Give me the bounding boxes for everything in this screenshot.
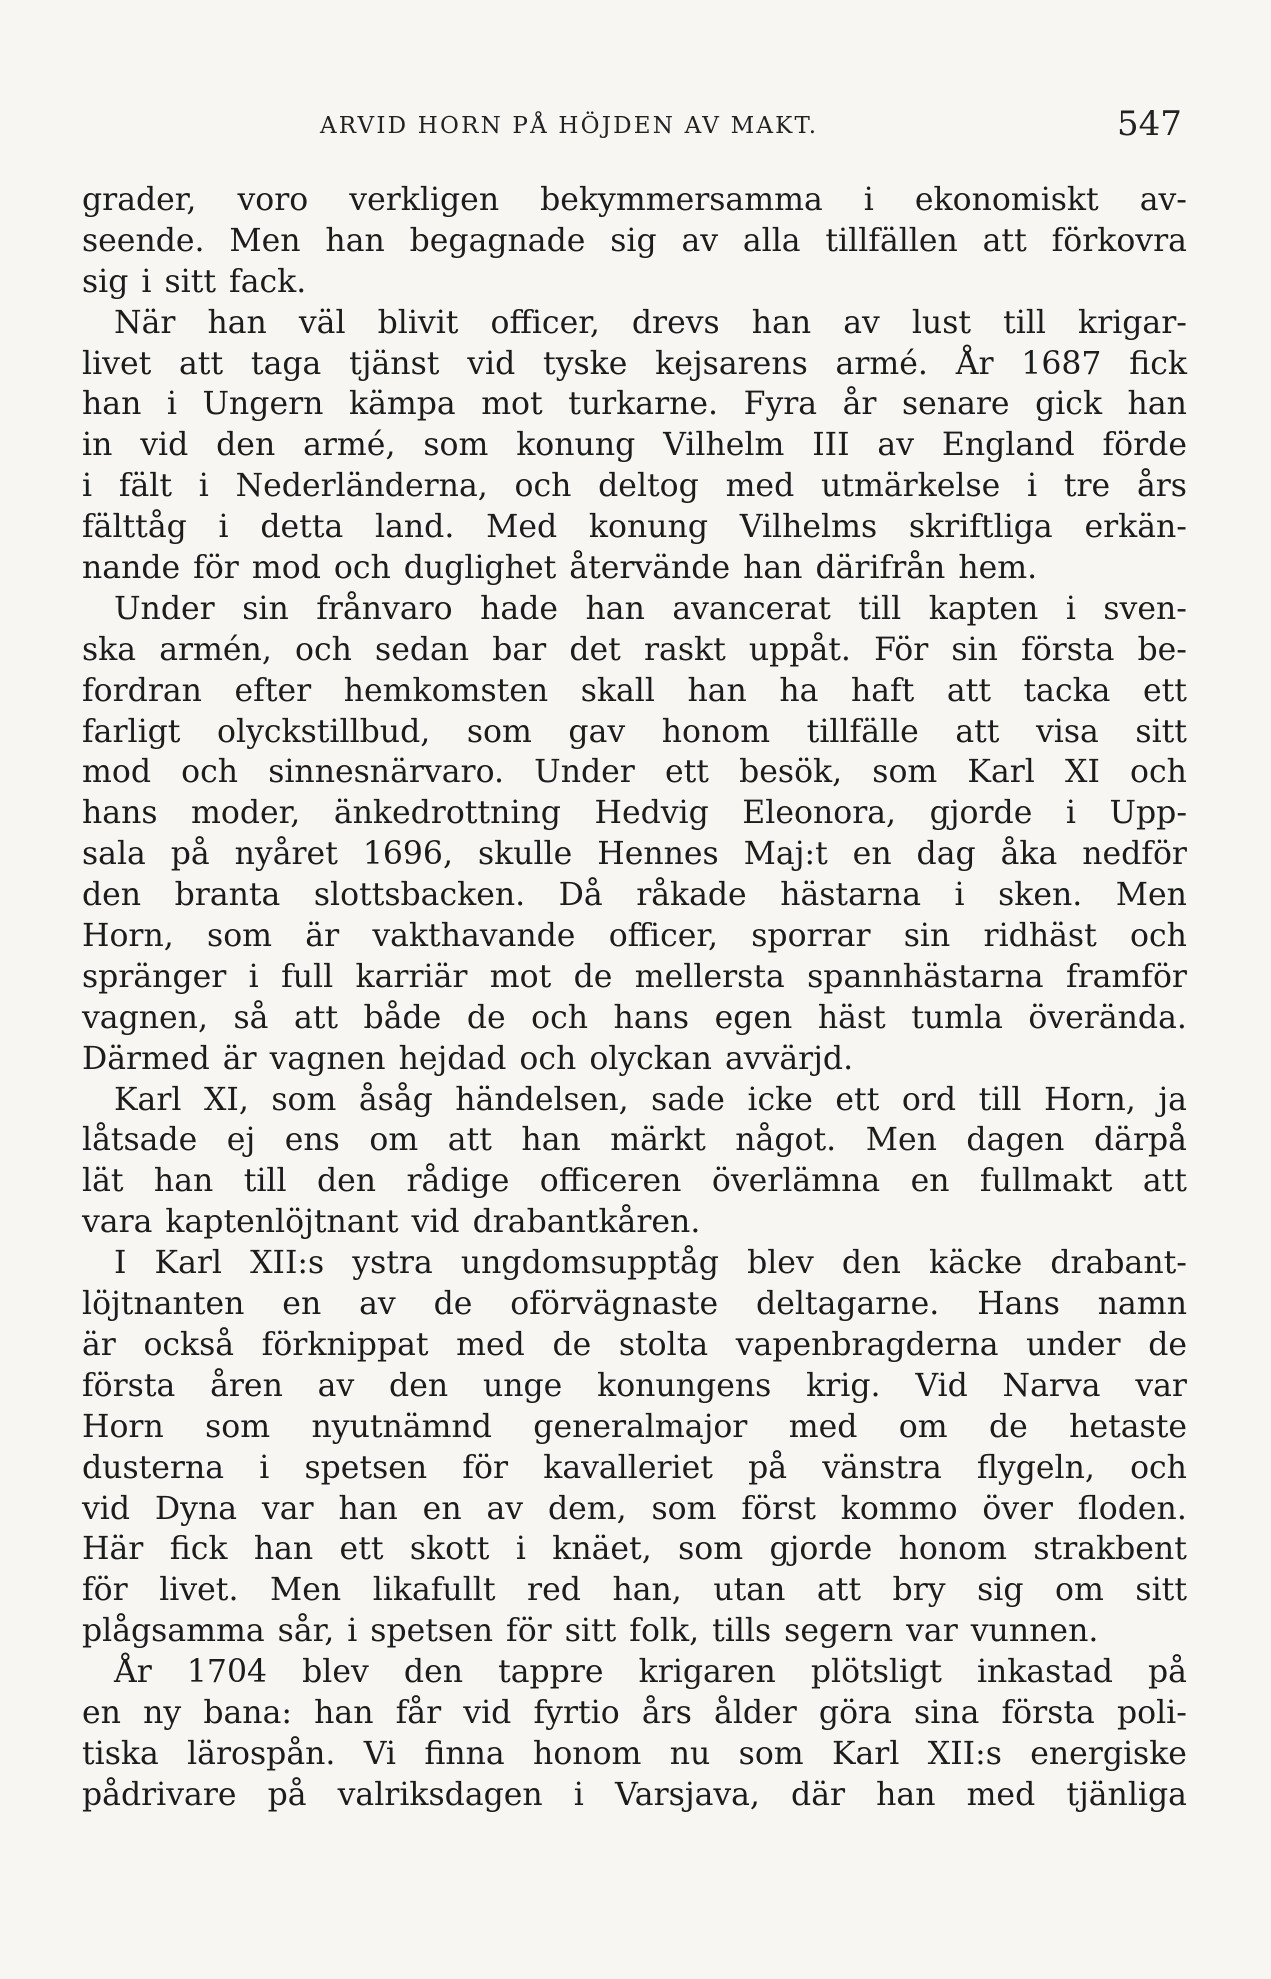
text-line: livet att taga tjänst vid tyske kejsarens armé. År 1687 fick (82, 345, 1187, 382)
page-number: 547 (1117, 104, 1182, 144)
text-line: i fält i Nederländerna, och deltog med utmärkelse i tre års (82, 468, 1187, 505)
body-text (82, 180, 1187, 1816)
text-line: grader, voro verkligen bekymmersamma i ekonomiskt av- (82, 182, 1187, 218)
text-line: farligt olyckstillbud, som gav honom tillfälle att visa sitt (82, 713, 1187, 750)
text-line: I Karl XII:s ystra ungdomsupptåg blev den käcke drabant- (114, 1245, 1187, 1282)
text-line: fordran efter hemkomsten skall han ha haft att tacka ett (82, 672, 1187, 709)
text-line: Horn som nyutnämnd generalmajor med om de hetaste (82, 1408, 1187, 1445)
text-line: den branta slottsbacken. Då råkade hästarna i sken. Men (82, 877, 1187, 914)
text-line: han i Ungern kämpa mot turkarne. Fyra år senare gick han (82, 386, 1187, 423)
text-line: löjtnanten en av de oförvägnaste deltagarne. Hans namn (82, 1286, 1187, 1323)
text-line: ska armén, och sedan bar det raskt uppåt. För sin första be- (82, 631, 1187, 668)
text-line: Horn, som är vakthavande officer, sporrar sin ridhäst och (82, 918, 1187, 955)
text-line: lät han till den rådige officeren överlämna en fullmakt att (82, 1163, 1187, 1200)
text-line: nande för mod och duglighet återvände han därifrån hem. (82, 550, 1038, 587)
text-line: Därmed är vagnen hejdad och olyckan avvärjd. (82, 1040, 854, 1077)
text-line: in vid den armé, som konung Vilhelm III av England förde (82, 427, 1187, 464)
text-line: tiska lärospån. Vi finna honom nu som Karl XII:s energiske (82, 1735, 1187, 1772)
text-line: sig i sitt fack. (82, 263, 307, 300)
text-line: mod och sinnesnärvaro. Under ett besök, som Karl XI och (82, 754, 1187, 791)
text-line: vagnen, så att både de och hans egen häst tumla överända. (82, 999, 1187, 1036)
text-line: År 1704 blev den tappre krigaren plötsligt inkastad på (114, 1654, 1187, 1691)
text-line: Under sin frånvaro hade han avancerat till kapten i sven- (114, 590, 1187, 627)
text-line: låtsade ej ens om att han märkt något. Men dagen därpå (82, 1122, 1187, 1159)
text-line: hans moder, änkedrottning Hedvig Eleonora, gjorde i Upp- (82, 795, 1187, 832)
text-line: första åren av den unge konungens krig. Vid Narva var (82, 1367, 1187, 1404)
text-line: dusterna i spetsen för kavalleriet på vänstra flygeln, och (82, 1449, 1187, 1486)
text-line: seende. Men han begagnade sig av alla tillfällen att förkovra (82, 222, 1187, 259)
text-line: sala på nyåret 1696, skulle Hennes Maj:t en dag åka nedför (82, 836, 1187, 873)
running-head: ARVID HORN PÅ HÖJDEN AV MAKT. (320, 113, 819, 139)
text-line: Karl XI, som åsåg händelsen, sade icke ett ord till Horn, ja (114, 1081, 1187, 1118)
text-line: fälttåg i detta land. Med konung Vilhelms skriftliga erkän- (82, 509, 1187, 546)
text-line: spränger i full karriär mot de mellersta spannhästarna framför (82, 958, 1187, 995)
text-line: När han väl blivit officer, drevs han av lust till krigar- (114, 304, 1187, 341)
text-line: är också förknippat med de stolta vapenbragderna under de (82, 1326, 1187, 1363)
text-line: en ny bana: han får vid fyrtio års ålder göra sina första poli- (82, 1694, 1187, 1731)
text-line: Här fick han ett skott i knäet, som gjorde honom strakbent (82, 1531, 1187, 1568)
text-line: pådrivare på valriksdagen i Varsjava, där han med tjänliga (82, 1776, 1187, 1813)
text-line: plågsamma sår, i spetsen för sitt folk, tills segern var vunnen. (82, 1613, 1099, 1650)
text-line: vara kaptenlöjtnant vid drabantkåren. (82, 1204, 701, 1241)
text-line: vid Dyna var han en av dem, som först kommo över floden. (82, 1490, 1187, 1527)
text-line: för livet. Men likafullt red han, utan att bry sig om sitt (82, 1572, 1187, 1609)
